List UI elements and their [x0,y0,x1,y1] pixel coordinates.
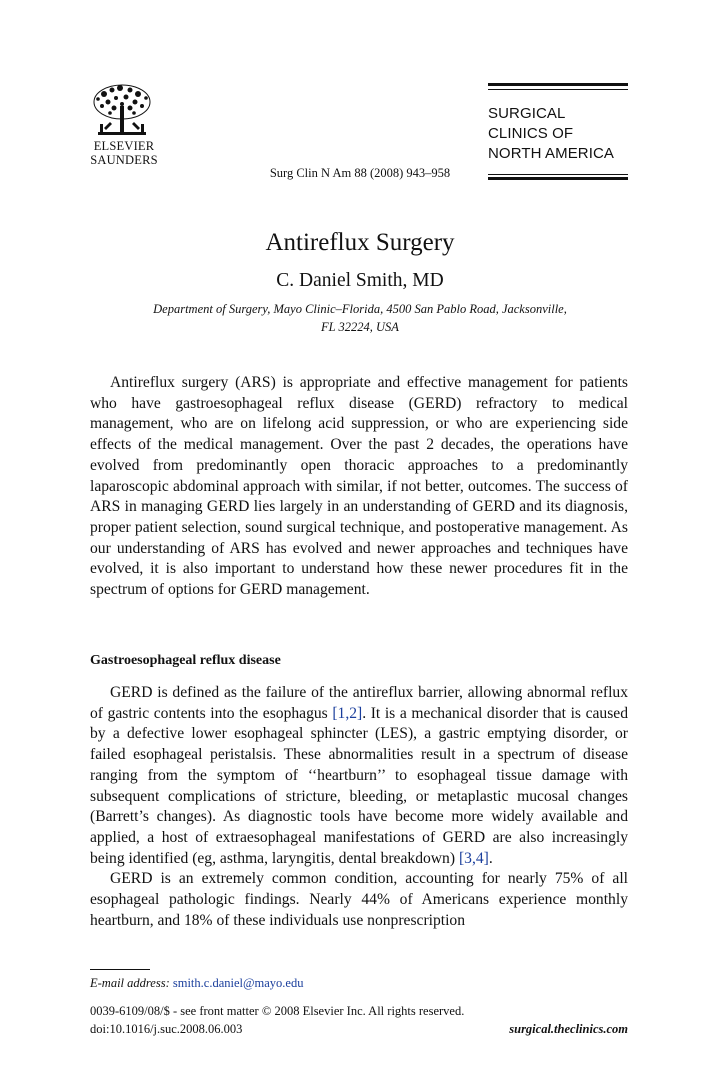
citation-link[interactable]: [3,4] [458,849,489,867]
abstract [90,373,628,601]
publisher-imprint: SAUNDERS [90,153,158,167]
author-name: C. Daniel Smith, MD [276,270,444,291]
journal-title-line: SURGICAL [488,105,566,122]
section-body [90,683,628,931]
affiliation-line: FL 32224, USA [321,320,399,334]
citation-link[interactable]: [1,2] [332,704,363,722]
masthead-rule [488,83,628,86]
elsevier-tree-icon [90,82,154,138]
publisher-logo [88,82,158,170]
journal-title-line: NORTH AMERICA [488,145,615,162]
footnote-rule [90,969,150,970]
masthead-rule [488,89,628,90]
body-text: . [488,849,493,867]
journal-title-line: CLINICS OF [488,125,574,142]
publisher-name: ELSEVIER [93,139,155,153]
journal-website[interactable]: surgical.theclinics.com [509,1022,628,1036]
section-heading: Gastroesophageal reflux disease [90,653,281,668]
doi: doi:10.1016/j.suc.2008.06.003 [90,1022,243,1036]
copyright-notice: 0039-6109/08/$ - see front matter © 2008 Elsevier Inc. All rights reserved. [90,1004,465,1018]
email-label: E-mail address: [90,976,170,990]
footnote [90,976,303,991]
abstract-text: Antireflux surgery (ARS) is appropriate and effective management for patients who have gastroesophageal reflux disease (GERD) refractory to medical management, who are on lifelong acid suppression, or who are experiencing side effects of the medical management. Over the past 2 decades, the operations have evolved from predominantly open thoracic approaches to a predominantly laparoscopic abdominal approach with similar, if not better, outcomes. The success of ARS in managing GERD lies largely in an understanding of GERD and its diagnosis, proper patient selection, sound surgical technique, and postoperative management. As our understanding of ARS has evolved and newer approaches and techniques have evolved, it is also important to understand how these newer procedures fit in the spectrum of options for GERD management. [90,374,628,599]
email-link[interactable]: smith.c.daniel@mayo.edu [172,976,304,990]
body-paragraph: GERD is an extremely common condition, accounting for nearly 75% of all esophageal pathologic findings. Nearly 44% of Americans experience monthly heartburn, and 18% of these individuals use nonprescription [90,870,628,929]
body-text: . It is a mechanical disorder that is caused by a defective lower esophageal sphincter (LES), a gastric emptying disorder, or failed esophageal peristalsis. These abnormalities result in a spectrum of disease ranging from the symptom of ‘‘heartburn’’ to esophageal tissue damage with subsequent complications of stricture, bleeding, or metaplastic mucosal changes (Barrett’s changes). As diagnostic tools have become more widely available and applied, a host of extraesophageal manifestations of GERD are also increasingly being identified (eg, asthma, laryngitis, dental breakdown) [90,704,628,867]
author-affiliation [110,300,610,336]
body-text: GERD is defined as the failure of the antireflux barrier, allowing abnormal reflux of gastric contents into the esophagus [90,684,628,722]
affiliation-line: Department of Surgery, Mayo Clinic–Florida, 4500 San Pablo Road, Jacksonville, [153,302,567,316]
article-title: Antireflux Surgery [265,229,455,256]
journal-citation: Surg Clin N Am 88 (2008) 943–958 [269,166,451,180]
body-paragraph [90,683,628,869]
